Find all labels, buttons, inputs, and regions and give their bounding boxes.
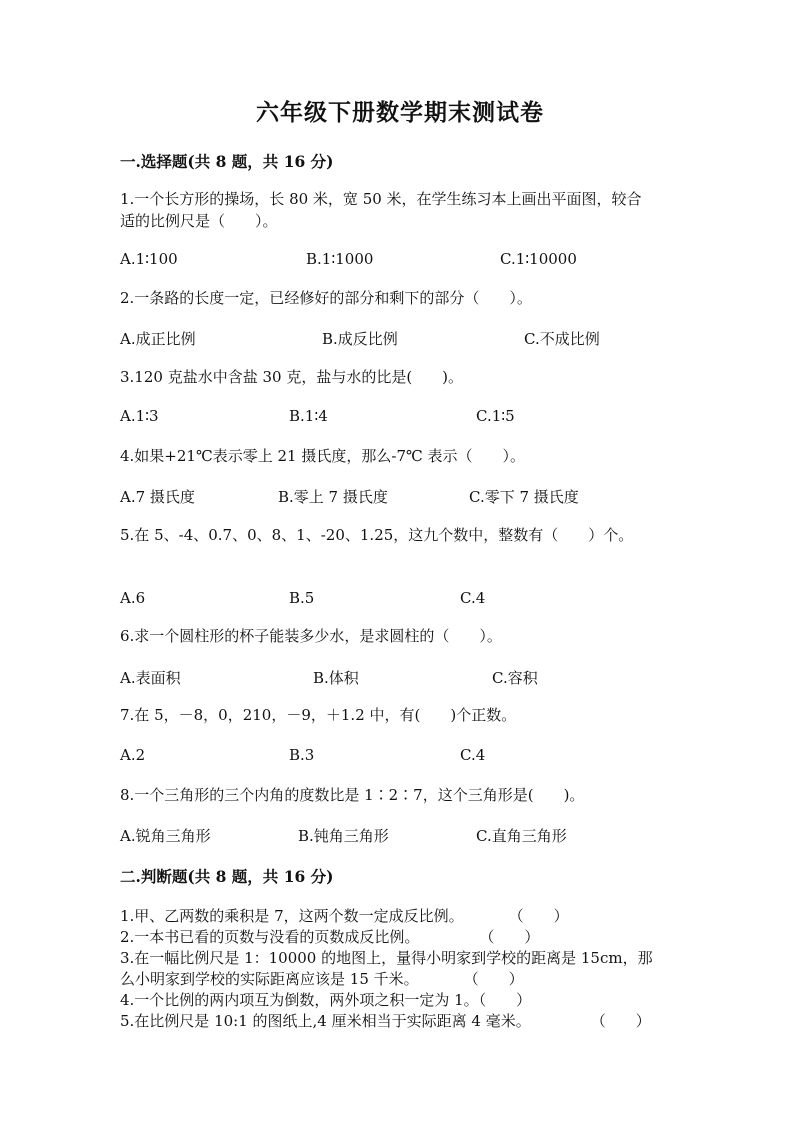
question-3-stem: 3.120 克盐水中含盐 30 克，盐与水的比是( )。 (120, 368, 464, 386)
section-heading-judgement: 二.判断题(共 8 题，共 16 分) (120, 867, 334, 886)
question-6-option-a: A.表面积 (120, 669, 181, 687)
section-heading-choice: 一.选择题(共 8 题，共 16 分) (120, 152, 334, 171)
question-3-option-c: C.1∶5 (476, 407, 515, 425)
page-title: 六年级下册数学期末测试卷 (256, 99, 544, 126)
question-7-option-c: C.4 (460, 746, 486, 764)
question-1-stem-line1: 1.一个长方形的操场，长 80 米，宽 50 米，在学生练习本上画出平面图，较合 (120, 190, 642, 208)
question-1-stem-line2: 适的比例尺是（ ）。 (120, 212, 278, 230)
question-8-stem: 8.一个三角形的三个内角的度数比是 1∶2∶7，这个三角形是( )。 (120, 786, 585, 804)
question-2-option-a: A.成正比例 (120, 330, 196, 348)
question-5-option-b: B.5 (289, 589, 315, 607)
judgement-item-5: 5.在比例尺是 10:1 的图纸上,4 厘米相当于实际距离 4 毫米。 （ ） (120, 1012, 651, 1030)
question-3-option-a: A.1∶3 (120, 407, 159, 425)
question-4-stem: 4.如果+21℃表示零上 21 摄氏度，那么-7℃ 表示（ ）。 (120, 447, 526, 465)
judgement-item-1: 1.甲、乙两数的乘积是 7，这两个数一定成反比例。 （ ） (120, 907, 569, 925)
question-7-option-a: A.2 (120, 746, 146, 764)
question-1-option-b: B.1∶1000 (306, 250, 374, 268)
question-1-option-c: C.1∶10000 (500, 250, 577, 268)
question-5-option-c: C.4 (460, 589, 486, 607)
judgement-item-3-line1: 3.在一幅比例尺是 1：10000 的地图上，量得小明家到学校的距离是 15cm，那 (120, 949, 653, 967)
question-4-option-a: A.7 摄氏度 (120, 488, 195, 506)
question-8-option-b: B.钝角三角形 (298, 827, 389, 845)
question-3-option-b: B.1∶4 (289, 407, 328, 425)
question-8-option-a: A.锐角三角形 (120, 827, 211, 845)
judgement-item-4: 4.一个比例的两内项互为倒数，两外项之积一定为 1。（ ） (120, 991, 532, 1009)
question-5-option-a: A.6 (120, 589, 146, 607)
question-7-option-b: B.3 (289, 746, 315, 764)
question-6-stem: 6.求一个圆柱形的杯子能装多少水，是求圆柱的（ ）。 (120, 627, 502, 645)
question-4-option-b: B.零上 7 摄氏度 (278, 488, 388, 506)
question-1-option-a: A.1∶100 (120, 250, 178, 268)
judgement-item-3-line2: 么小明家到学校的实际距离应该是 15 千米。 （ ） (120, 970, 524, 988)
question-7-stem: 7.在 5，－8，0，210，－9，＋1.2 中，有( )个正数。 (120, 706, 517, 724)
question-2-stem: 2.一条路的长度一定，已经修好的部分和剩下的部分（ ）。 (120, 289, 532, 307)
question-2-option-c: C.不成比例 (524, 330, 600, 348)
question-5-stem: 5.在 5、-4、0.7、0、8、1、-20、1.25，这九个数中，整数有（ ）个。 (120, 526, 634, 544)
judgement-item-2: 2.一本书已看的页数与没看的页数成反比例。 （ ） (120, 928, 540, 946)
question-8-option-c: C.直角三角形 (476, 827, 567, 845)
question-2-option-b: B.成反比例 (322, 330, 398, 348)
question-4-option-c: C.零下 7 摄氏度 (469, 488, 579, 506)
question-6-option-c: C.容积 (492, 669, 538, 687)
question-6-option-b: B.体积 (313, 669, 359, 687)
